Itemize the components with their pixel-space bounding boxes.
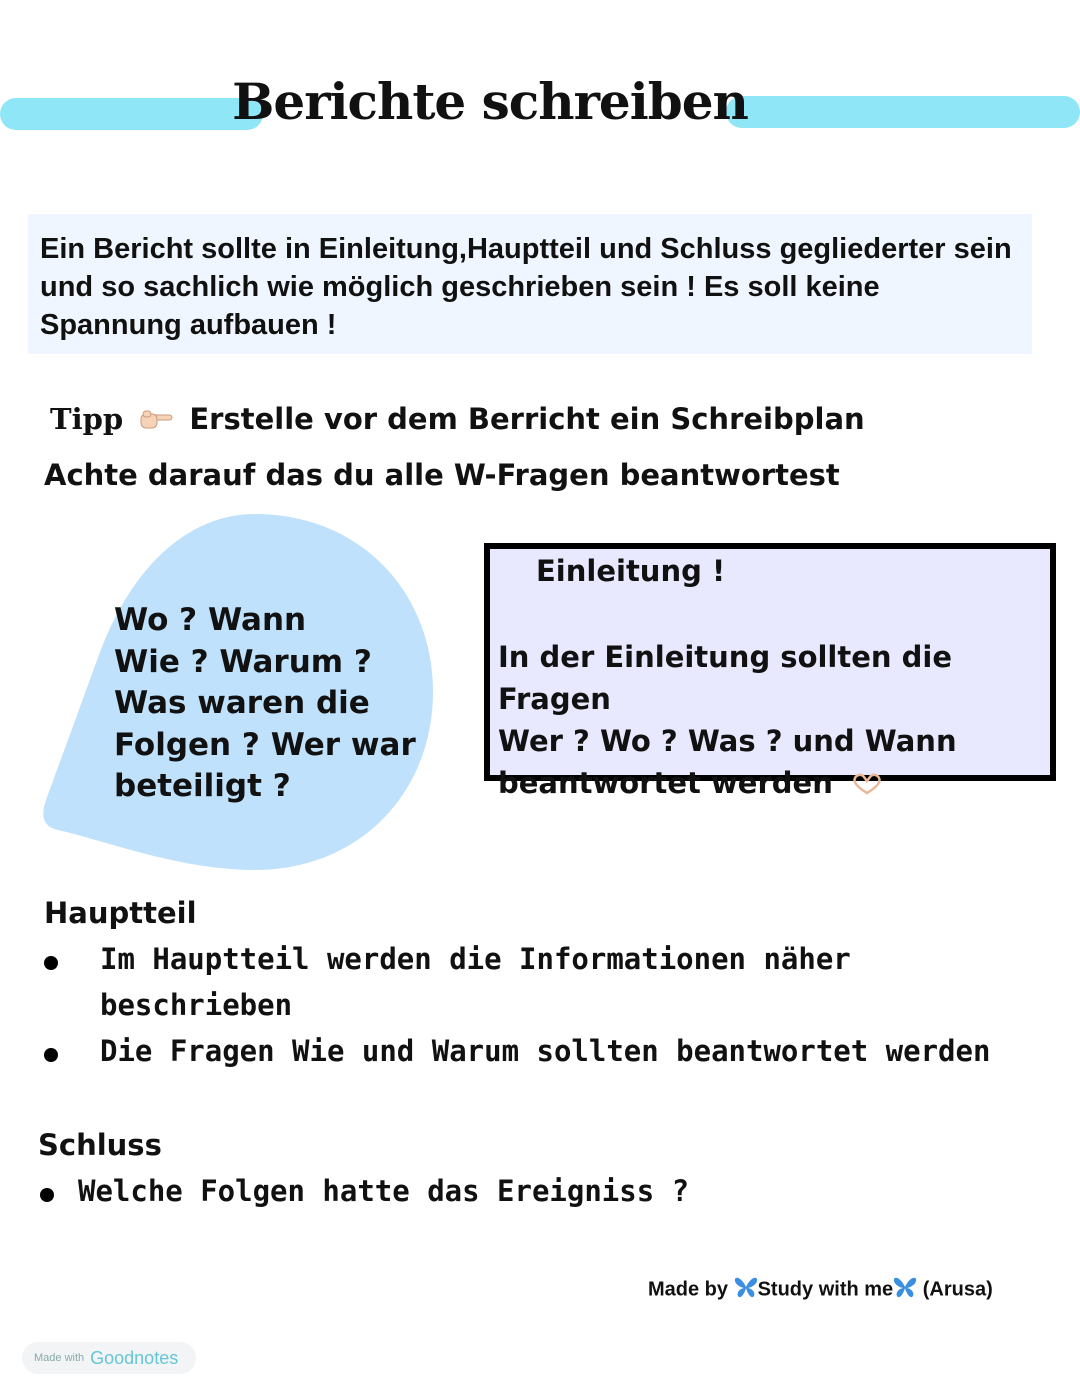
tipp-label: Tipp (50, 402, 124, 436)
list-item-text: Im Hauptteil werden die Informationen näher (100, 942, 851, 976)
butterfly-icon (893, 1276, 917, 1304)
pointing-hand-icon (139, 404, 173, 438)
w-fragen-line: Wie ? Warum ? (114, 643, 372, 680)
list-item-text: beschrieben (100, 988, 293, 1022)
bullet (40, 1188, 54, 1202)
intro-box: Ein Bericht sollte in Einleitung,Hauptteil und Schluss gegliederter sein und so sachlich wie möglich geschrieben sein ! Es soll keine Spannung aufbauen ! (28, 214, 1032, 354)
tipp-text: Erstelle vor dem Berricht ein Schreibplan (189, 402, 865, 436)
credit-prefix: Made by (648, 1278, 729, 1301)
list-item-text: Die Fragen Wie und Warum sollten beantwortet werden (100, 1034, 991, 1068)
badge-made-with: Made with (34, 1352, 85, 1364)
list-item (44, 942, 1044, 1034)
butterfly-icon (734, 1276, 758, 1304)
w-fragen-line: beteiligt ? (114, 768, 291, 804)
einleitung-text (498, 636, 1054, 806)
w-fragen-hint: Achte darauf das du alle W-Fragen beantwortest (44, 458, 840, 492)
einleitung-line: Wer ? Wo ? Was ? und Wann (498, 724, 957, 758)
einleitung-line: beantwortet werden (498, 766, 833, 800)
einleitung-title: Einleitung ! (536, 554, 726, 588)
bullet (44, 956, 58, 970)
schluss-title: Schluss (38, 1128, 162, 1162)
einleitung-line-last (498, 762, 1054, 806)
schluss-list (38, 1174, 1038, 1220)
page-title: Berichte schreiben (232, 72, 748, 131)
w-fragen-line: Was waren die (114, 685, 370, 721)
goodnotes-badge[interactable] (22, 1342, 196, 1374)
w-fragen-line: Wo ? Wann (114, 602, 307, 638)
bullet (44, 1048, 58, 1062)
list-item (44, 1034, 1044, 1080)
credit-line (648, 1276, 993, 1304)
credit-suffix: (Arusa) (922, 1278, 993, 1301)
w-fragen-list (114, 600, 434, 808)
hauptteil-title: Hauptteil (44, 896, 197, 930)
einleitung-line: In der Einleitung sollten die Fragen (498, 640, 953, 716)
heart-hands-icon (851, 764, 883, 806)
badge-brand: Goodnotes (90, 1347, 179, 1368)
hauptteil-list (44, 942, 1044, 1080)
tipp-row (50, 402, 865, 438)
list-item (38, 1174, 1038, 1220)
credit-name: Study with me (757, 1278, 894, 1301)
list-item-text: Welche Folgen hatte das Ereigniss ? (78, 1174, 690, 1208)
w-fragen-line: Folgen ? Wer war (114, 726, 416, 763)
